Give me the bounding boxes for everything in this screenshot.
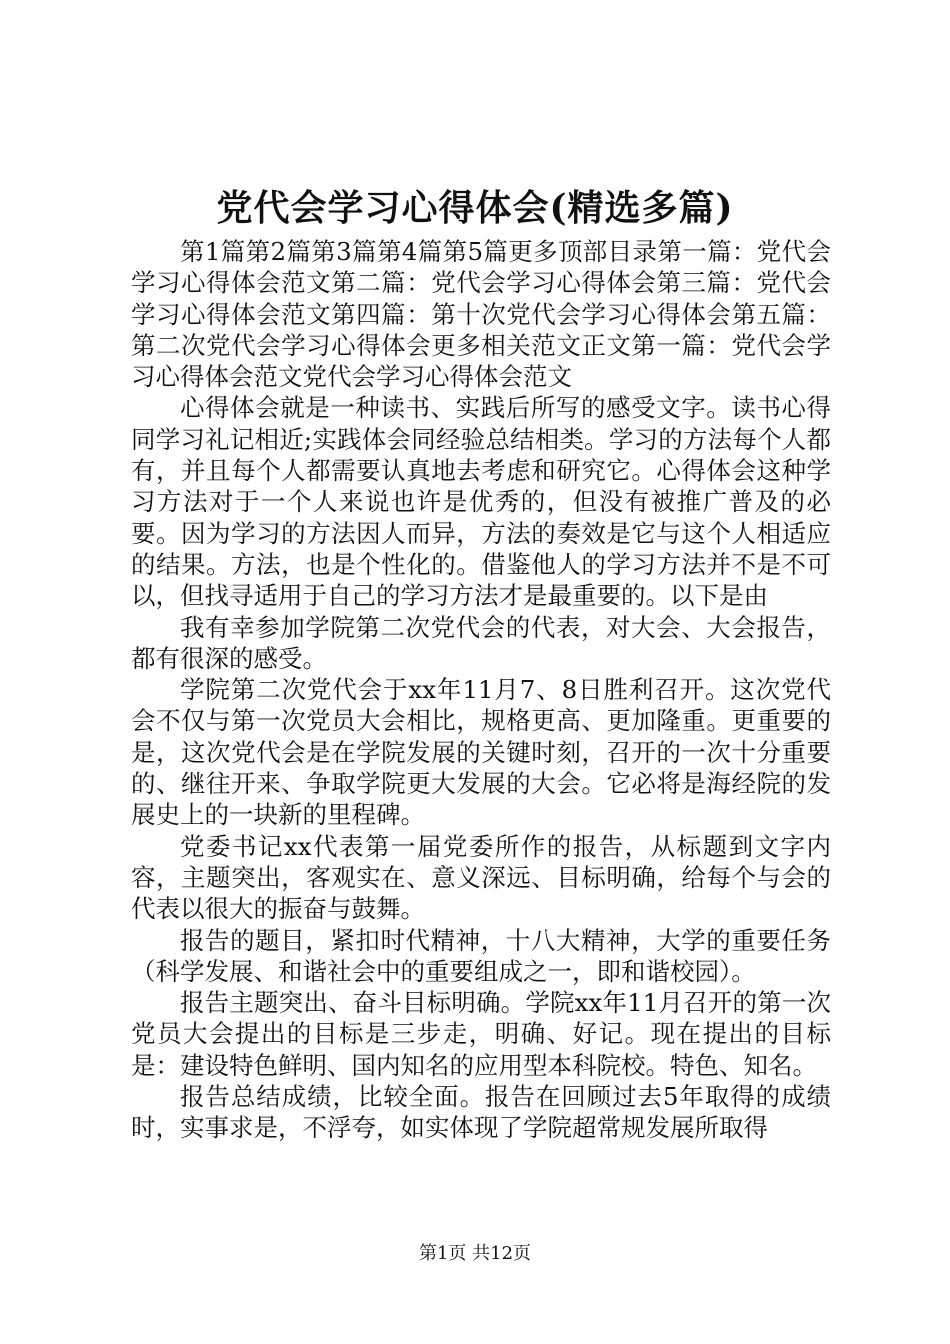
document-body <box>131 236 831 1144</box>
document-title: 党代会学习心得体会(精选多篇) <box>216 187 734 229</box>
paragraph: 报告主题突出、奋斗目标明确。学院xx年11月召开的第一次党员大会提出的目标是三步走，明确、好记。现在提出的目标是：建设特色鲜明、国内知名的应用型本科院校。特色、知名。 <box>131 988 831 1080</box>
page-number-footer: 第1页 共12页 <box>418 1243 532 1264</box>
paragraph: 心得体会就是一种读书、实践后所写的感受文字。读书心得同学习礼记相近;实践体会同经验总结相类。学习的方法每个人都有，并且每个人都需要认真地去考虑和研究它。心得体会这种学习方法对于一个人来说也许是优秀的，但没有被推广普及的必要。因为学习的方法因人而异，方法的奏效是它与这个人相适应的结果。方法，也是个性化的。借鉴他人的学习方法并不是不可以，但找寻适用于自己的学习方法才是最重要的。以下是由 <box>131 393 831 611</box>
paragraph: 学院第二次党代会于xx年11月7、8日胜利召开。这次党代会不仅与第一次党员大会相比，规格更高、更加隆重。更重要的是，这次党代会是在学院发展的关键时刻，召开的一次十分重要的、继往开来、争取学院更大发展的大会。它必将是海经院的发展史上的一块新的里程碑。 <box>131 675 831 830</box>
paragraph-table-of-contents: 第1篇第2篇第3篇第4篇第5篇更多顶部目录第一篇：党代会学习心得体会范文第二篇：党代会学习心得体会第三篇：党代会学习心得体会范文第四篇：第十次党代会学习心得体会第五篇：第二次党代会学习心得体会更多相关范文正文第一篇：党代会学习心得体会范文党代会学习心得体会范文 <box>131 237 831 392</box>
paragraph: 我有幸参加学院第二次党代会的代表，对大会、大会报告，都有很深的感受。 <box>131 612 831 673</box>
paragraph: 报告的题目，紧扣时代精神，十八大精神，大学的重要任务（科学发展、和谐社会中的重要组成之一，即和谐校园）。 <box>131 925 831 986</box>
paragraph: 党委书记xx代表第一届党委所作的报告，从标题到文字内容，主题突出，客观实在、意义深远、目标明确，给每个与会的代表以很大的振奋与鼓舞。 <box>131 831 831 924</box>
paragraph: 报告总结成绩，比较全面。报告在回顾过去5年取得的成绩时，实事求是，不浮夸，如实体现了学院超常规发展所取得 <box>131 1082 831 1143</box>
